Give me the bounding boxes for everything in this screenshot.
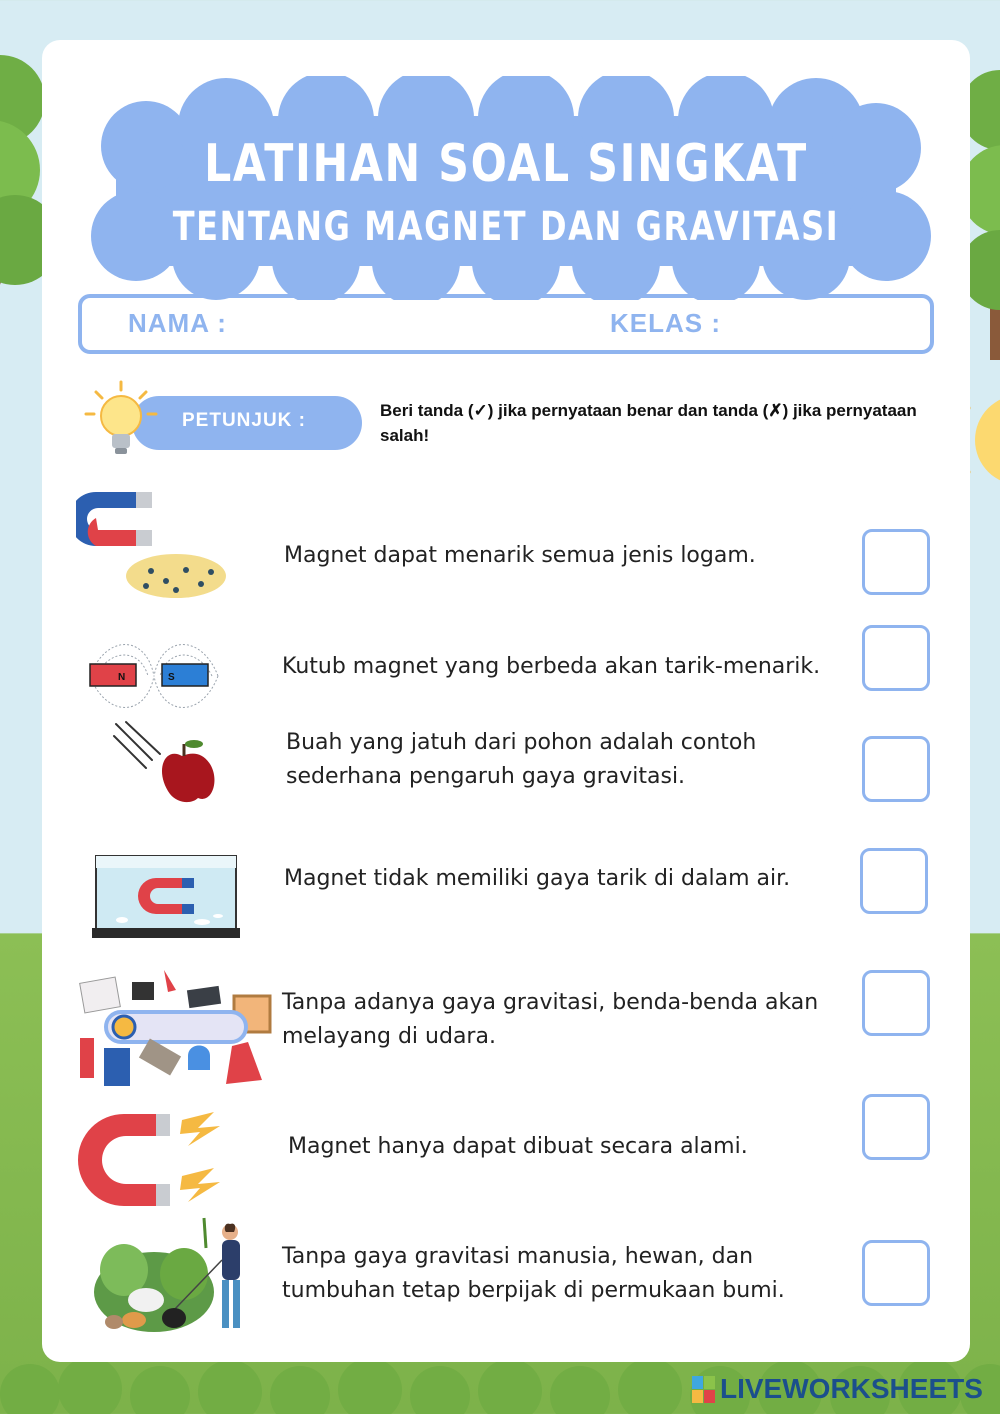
- answer-box-4[interactable]: [860, 848, 928, 914]
- instructions-pill: [132, 396, 362, 450]
- question-2-text: Kutub magnet yang berbeda akan tarik-menarik.: [282, 654, 821, 679]
- answer-box-5[interactable]: [862, 970, 930, 1036]
- question-7-text: Tanpa gaya gravitasi manusia, hewan, dan tumbuhan tetap berpijak di permukaan bumi.: [282, 1244, 785, 1303]
- page-subtitle: TENTANG MAGNET DAN GRAVITASI: [172, 204, 840, 250]
- question-4-text: Magnet tidak memiliki gaya tarik di dalam air.: [284, 866, 791, 891]
- north-pole-label: N: [118, 672, 126, 683]
- question-3-text: Buah yang jatuh dari pohon adalah contoh sederhana pengaruh gaya gravitasi.: [286, 730, 757, 789]
- name-label: NAMA :: [128, 308, 227, 338]
- answer-box-1[interactable]: [862, 529, 930, 595]
- question-1-text: Magnet dapat menarik semua jenis logam.: [284, 543, 756, 568]
- magnet-in-aquarium-icon: [92, 846, 240, 940]
- liveworksheets-brand-text: LIVEWORKSHEETS: [720, 1373, 983, 1404]
- answer-box-2[interactable]: [862, 625, 930, 691]
- question-5-text: Tanpa adanya gaya gravitasi, benda-benda akan melayang di udara.: [282, 990, 819, 1049]
- title-banner: [76, 76, 936, 300]
- answer-box-6[interactable]: [862, 1094, 930, 1160]
- instructions-text: Beri tanda (✓) jika pernyataan benar dan tanda (✗) jika pernyataan salah!: [380, 401, 917, 445]
- question-6-text: Magnet hanya dapat dibuat secara alami.: [288, 1134, 748, 1159]
- instructions-label: PETUNJUK :: [182, 410, 307, 431]
- man-walking-dogs-icon: [94, 1210, 256, 1336]
- magnet-lightning-icon: [76, 1110, 226, 1214]
- liveworksheets-badge-icon: [692, 1376, 716, 1404]
- floating-objects-icon: [76, 960, 276, 1094]
- lightbulb-icon: [84, 380, 158, 460]
- page-title: LATIHAN SOAL SINGKAT: [204, 134, 808, 194]
- falling-apple-icon: [112, 720, 222, 808]
- horseshoe-magnet-iron-filings-icon: [76, 486, 226, 604]
- south-pole-label: S: [168, 672, 175, 683]
- worksheet-page: [42, 40, 970, 1362]
- class-label: KELAS :: [610, 308, 721, 338]
- answer-box-7[interactable]: [862, 1240, 930, 1306]
- answer-box-3[interactable]: [862, 736, 930, 802]
- liveworksheets-logo[interactable]: [692, 1372, 992, 1408]
- student-info-box: [78, 294, 934, 354]
- bar-magnets-field-icon: [86, 630, 222, 722]
